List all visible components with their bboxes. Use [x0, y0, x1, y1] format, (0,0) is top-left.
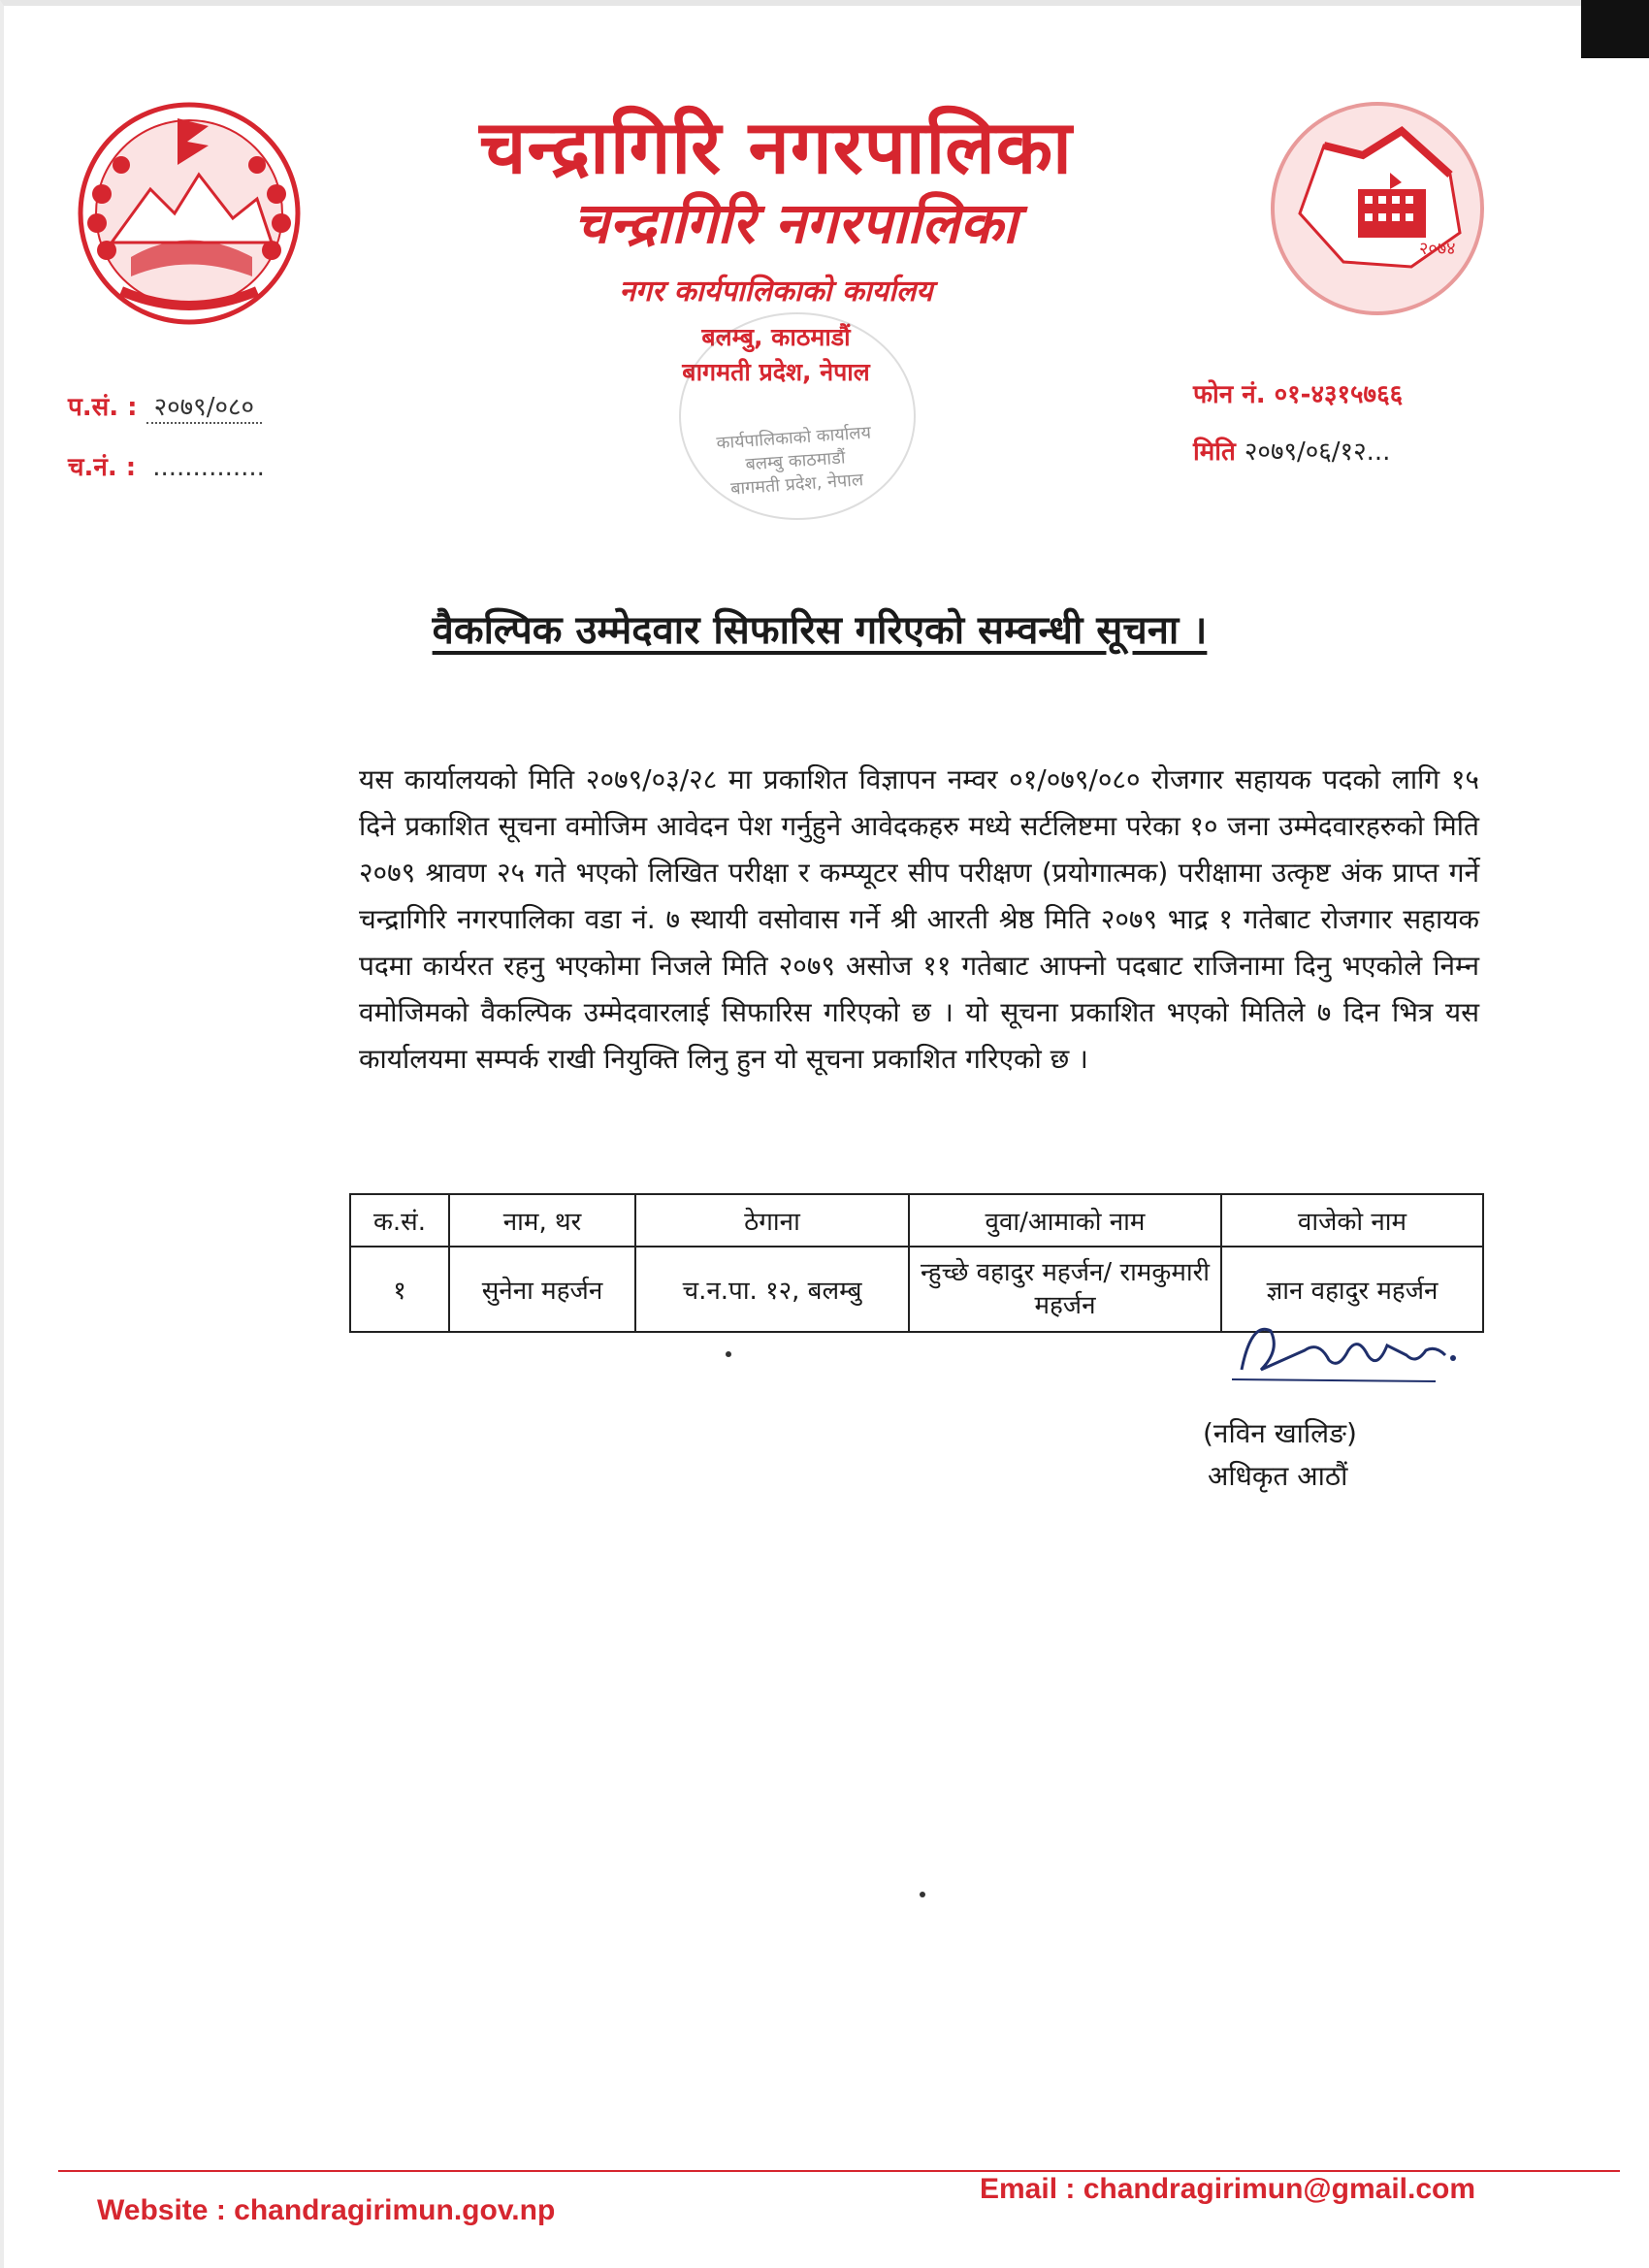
- footer-website: Website : chandragirimun.gov.np: [97, 2194, 556, 2226]
- cell-serial: १: [350, 1247, 449, 1332]
- dispatch-number: [68, 448, 273, 483]
- notice-subject: वैकल्पिक उम्मेदवार सिफारिस गरिएको सम्वन्धी सूचना ।: [432, 608, 1208, 653]
- municipality-logo: [1256, 97, 1499, 320]
- scan-speck: [920, 1892, 925, 1897]
- stamp-line-1: कार्यपालिकाको कार्यालय: [715, 422, 872, 454]
- logo-year-text: २०७४: [1419, 239, 1456, 259]
- letter-date: [1193, 433, 1390, 468]
- col-grandfather-header: वाजेको नाम: [1221, 1194, 1483, 1247]
- stamp-text: [696, 420, 895, 503]
- reference-value: २०७९/०८०: [146, 393, 262, 424]
- signer-title: अधिकृत आठौं: [1208, 1460, 1348, 1492]
- address-line-2: बागमती प्रदेश, नेपाल: [682, 358, 870, 386]
- phone-number: [1193, 375, 1403, 410]
- signer-name: (नविन खालिङ): [1203, 1417, 1357, 1449]
- office-name: नगर कार्यपालिकाको कार्यालय: [619, 275, 933, 308]
- municipality-title: चन्द्रागिरि नगरपालिका: [479, 104, 1073, 190]
- date-value: २०७९/०६/१२...: [1244, 437, 1391, 467]
- handwritten-signature: [1212, 1312, 1465, 1399]
- col-parents-header: वुवा/आमाको नाम: [909, 1194, 1221, 1247]
- footer-email: Email : chandragirimun@gmail.com: [980, 2173, 1476, 2205]
- phone-value: ०१-४३१५७६६: [1274, 380, 1404, 409]
- stamp-line-3: बागमती प्रदेश, नेपाल: [729, 470, 864, 500]
- dispatch-value: ..............: [152, 453, 265, 482]
- cell-name: सुनेना महर्जन: [449, 1247, 635, 1332]
- scan-speck: [726, 1351, 731, 1357]
- cell-address: च.न.पा. १२, बलम्बु: [635, 1247, 909, 1332]
- footer-divider: [58, 2170, 1620, 2172]
- municipality-title-alt-script: चन्द्रागिरि नगरपालिका: [573, 190, 1018, 256]
- col-address-header: ठेगाना: [635, 1194, 909, 1247]
- col-name-header: नाम, थर: [449, 1194, 635, 1247]
- scan-corner-mark: [1581, 0, 1649, 58]
- date-label: मिति: [1193, 437, 1236, 467]
- table-header-row: [350, 1194, 1483, 1247]
- reference-label: प.सं. :: [68, 393, 138, 422]
- cell-parents: न्हुच्छे वहादुर महर्जन/ रामकुमारी महर्जन: [909, 1247, 1221, 1332]
- phone-label: फोन नं.: [1193, 380, 1266, 409]
- reference-number: [68, 388, 262, 423]
- dispatch-label: च.नं. :: [68, 453, 137, 482]
- address-line-1: बलम्बु, काठमाडौं: [701, 323, 851, 351]
- notice-body: यस कार्यालयको मिति २०७९/०३/२८ मा प्रकाशित विज्ञापन नम्वर ०१/०७९/०८० रोजगार सहायक पदको लागि १५ दिने प्रकाशित सूचना वमोजिम आवेदन पेश गर्नुहुने आवेदकहरु मध्ये सर्टलिष्टमा परेका १० जना उम्मेदवारहरुको मिति २०७९ श्रावण २५ गते भएको लिखित परीक्षा र कम्प्यूटर सीप परीक्षण (प्रयोगात्मक) परीक्षामा उत्कृष्ट अंक प्राप्त गर्ने चन्द्रागिरि नगरपालिका वडा नं. ७ स्थायी वसोवास गर्ने श्री आरती श्रेष्ठ मिति २०७९ भाद्र १ गतेबाट रोजगार सहायक पदमा कार्यरत रहनु भएकोमा निजले मिति २०७९ असोज ११ गतेबाट आफ्नो पदबाट राजिनामा दिनु भएकोले निम्न वमोजिमको वैकल्पिक उम्मेदवारलाई सिफारिस गरिएको छ । यो सूचना प्रकाशित भएको मितिले ७ दिन भित्र यस कार्यालयमा सम्पर्क राखी नियुक्ति लिनु हुन यो सूचना प्रकाशित गरिएको छ ।: [359, 763, 1479, 1075]
- nepal-emblem-logo: [63, 97, 315, 330]
- stamp-line-2: बलम्बु काठमाडौं: [744, 447, 847, 475]
- col-serial-header: क.सं.: [350, 1194, 449, 1247]
- cell-grandfather: ज्ञान वहादुर महर्जन: [1221, 1247, 1483, 1332]
